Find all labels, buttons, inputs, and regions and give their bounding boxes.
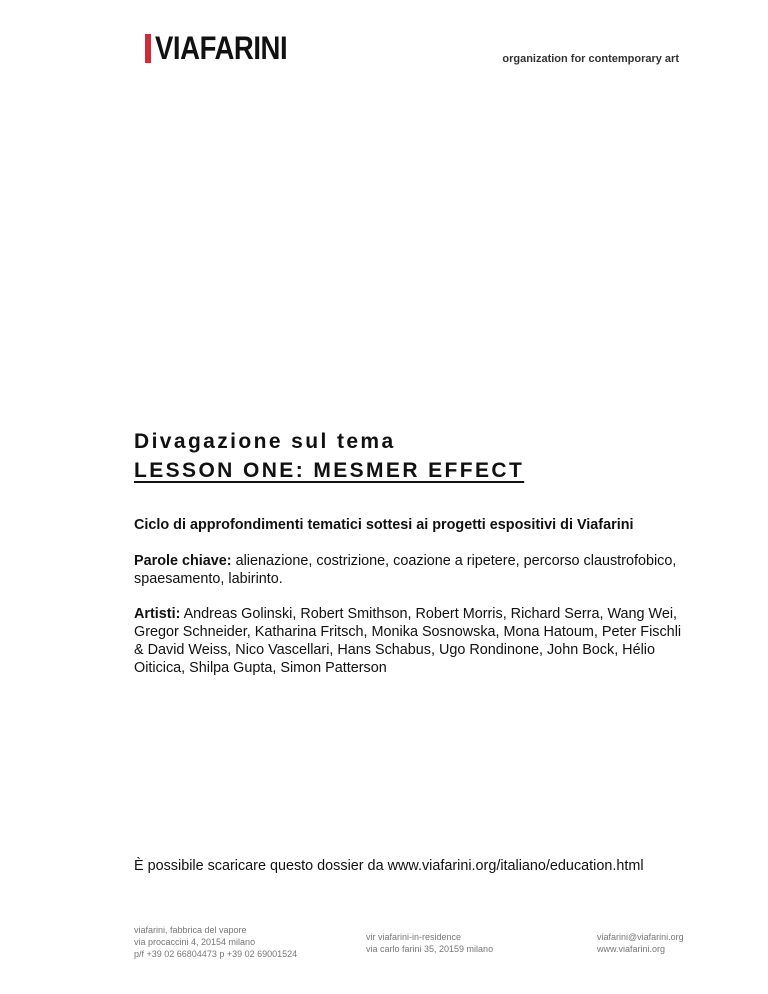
keywords-text: alienazione, costrizione, coazione a ripetere, percorso claustrofobico, spaesamento, labirinto.: [134, 553, 677, 587]
title-line-1: Divagazione sul tema: [134, 430, 396, 453]
artists-text: Andreas Golinski, Robert Smithson, Robert Morris, Richard Serra, Wang Wei, Gregor Schneider, Katharina Fritsch, Monika Sosnowska, Mona Hatoum, Peter Fischli & David Weiss, Nico Vascellari, Hans Schabus, Ugo Rondinone, John Bock, Hélio Oiticica, Shilpa Gupta, Simon Patterson: [134, 606, 682, 676]
organization-tagline: organization for contemporary art: [502, 53, 679, 65]
footer-line: p/f +39 02 66804473 p +39 02 69001524: [134, 949, 298, 959]
footer-line: via carlo farini 35, 20159 milano: [366, 944, 494, 954]
footer-line: viafarini, fabbrica del vapore: [134, 925, 247, 935]
logo-red-bar: [145, 34, 151, 63]
artists-label: Artisti:: [134, 606, 181, 622]
footer-address-residence: [366, 931, 493, 955]
artists-paragraph: [134, 605, 694, 677]
document-title: [134, 427, 524, 485]
cycle-description: Ciclo di approfondimenti tematici sottesi ai progetti espositivi di Viafarini: [134, 517, 634, 533]
footer-address-main: [134, 924, 297, 960]
footer-contacts: [597, 931, 684, 955]
keywords-paragraph: [134, 552, 694, 588]
footer-line: via procaccini 4, 20154 milano: [134, 937, 256, 947]
viafarini-logo: [145, 31, 309, 65]
footer-email: viafarini@viafarini.org: [597, 932, 684, 942]
logo-text: VIAFARINI: [155, 30, 288, 66]
keywords-label: Parole chiave:: [134, 553, 232, 569]
title-line-2: LESSON ONE: MESMER EFFECT: [134, 459, 525, 482]
download-note: È possibile scaricare questo dossier da www.viafarini.org/italiano/education.html: [134, 858, 644, 874]
footer-website: www.viafarini.org: [597, 944, 666, 954]
footer-line: vir viafarini-in-residence: [366, 932, 462, 942]
